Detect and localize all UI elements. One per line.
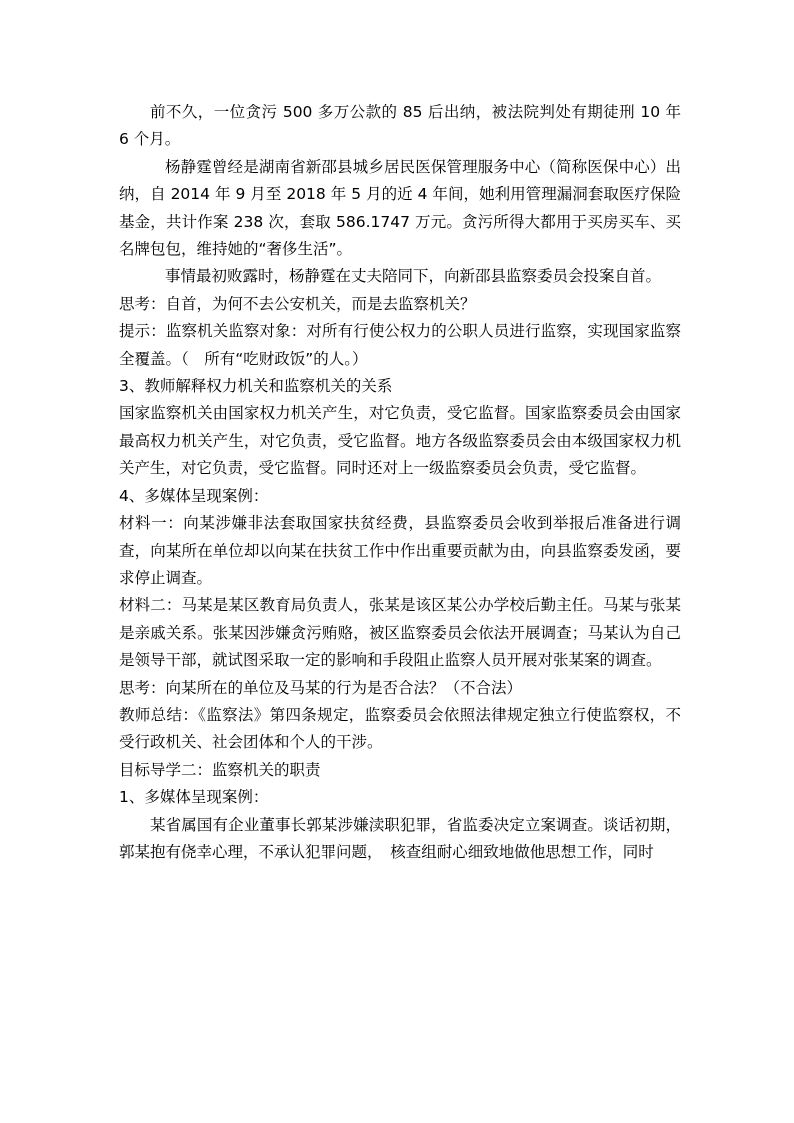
document-body [119, 99, 681, 866]
paragraph-intro: 前不久，一位贪污 500 多万公款的 85 后出纳，被法院判处有期徒刑 10 年 6 个月。 [119, 103, 681, 149]
paragraph-material-2: 材料二：马某是某区教育局负责人，张某是该区某公办学校后勤主任。马某与张某是亲戚关系。张某因涉嫌贪污贿赂，被区监察委员会依法开展调查；马某认为自己是领导干部，就试图采取一定的影响和手段阻止监察人员开展对张某案的调查。 [119, 596, 681, 670]
paragraph-material-1: 材料一：向某涉嫌非法套取国家扶贫经费，县监察委员会收到举报后准备进行调查，向某所在单位却以向某在扶贫工作中作出重要贡献为由，向县监察委发函，要求停止调查。 [119, 514, 681, 587]
heading-goal-2: 目标导学二：监察机关的职责 [119, 760, 321, 779]
paragraph-question-1: 思考：自首，为何不去公安机关，而是去监察机关？ [119, 294, 476, 313]
paragraph-question-2: 思考：向某所在的单位及马某的行为是否合法？（不合法） [119, 678, 523, 697]
paragraph-relationship: 国家监察机关由国家权力机关产生，对它负责，受它监督。国家监察委员会由国家最高权力机关产生，对它负责，受它监督。地方各级监察委员会由本级国家权力机关产生，对它负责，受它监督。同时还对上一级监察委员会负责，受它监督。 [119, 404, 681, 478]
heading-section-1: 1、多媒体呈现案例： [119, 788, 269, 807]
heading-section-4: 4、多媒体呈现案例： [119, 486, 269, 505]
paragraph-case-background: 杨静霆曾经是湖南省新邵县城乡居民医保管理服务中心（简称医保中心）出纳，自 2014 年 9 月至 2018 年 5 月的近 4 年间，她利用管理漏洞套取医疗保险基金，共计作案 238 次，套取 586.1747 万元。贪污所得大都用于买房买车、买名牌包包，维持她的“奢侈生活”。 [119, 157, 681, 259]
paragraph-surrender: 事情最初败露时，杨静霆在丈夫陪同下，向新邵县监察委员会投案自首。 [165, 267, 662, 286]
paragraph-teacher-summary: 教师总结：《监察法》第四条规定，监察委员会依照法律规定独立行使监察权，不受行政机关、社会团体和个人的干涉。 [119, 705, 681, 752]
paragraph-hint: 提示：监察机关监察对象：对所有行使公权力的公职人员进行监察，实现国家监察全覆盖。（ 所有“吃财政饭”的人。） [119, 322, 681, 368]
heading-section-3: 3、教师解释权力机关和监察机关的关系 [119, 377, 393, 396]
paragraph-case-guo: 某省属国有企业董事长郭某涉嫌渎职犯罪，省监委决定立案调查。谈话初期，郭某抱有侥幸心理，不承认犯罪问题， 核查组耐心细致地做他思想工作，同时 [119, 815, 681, 861]
